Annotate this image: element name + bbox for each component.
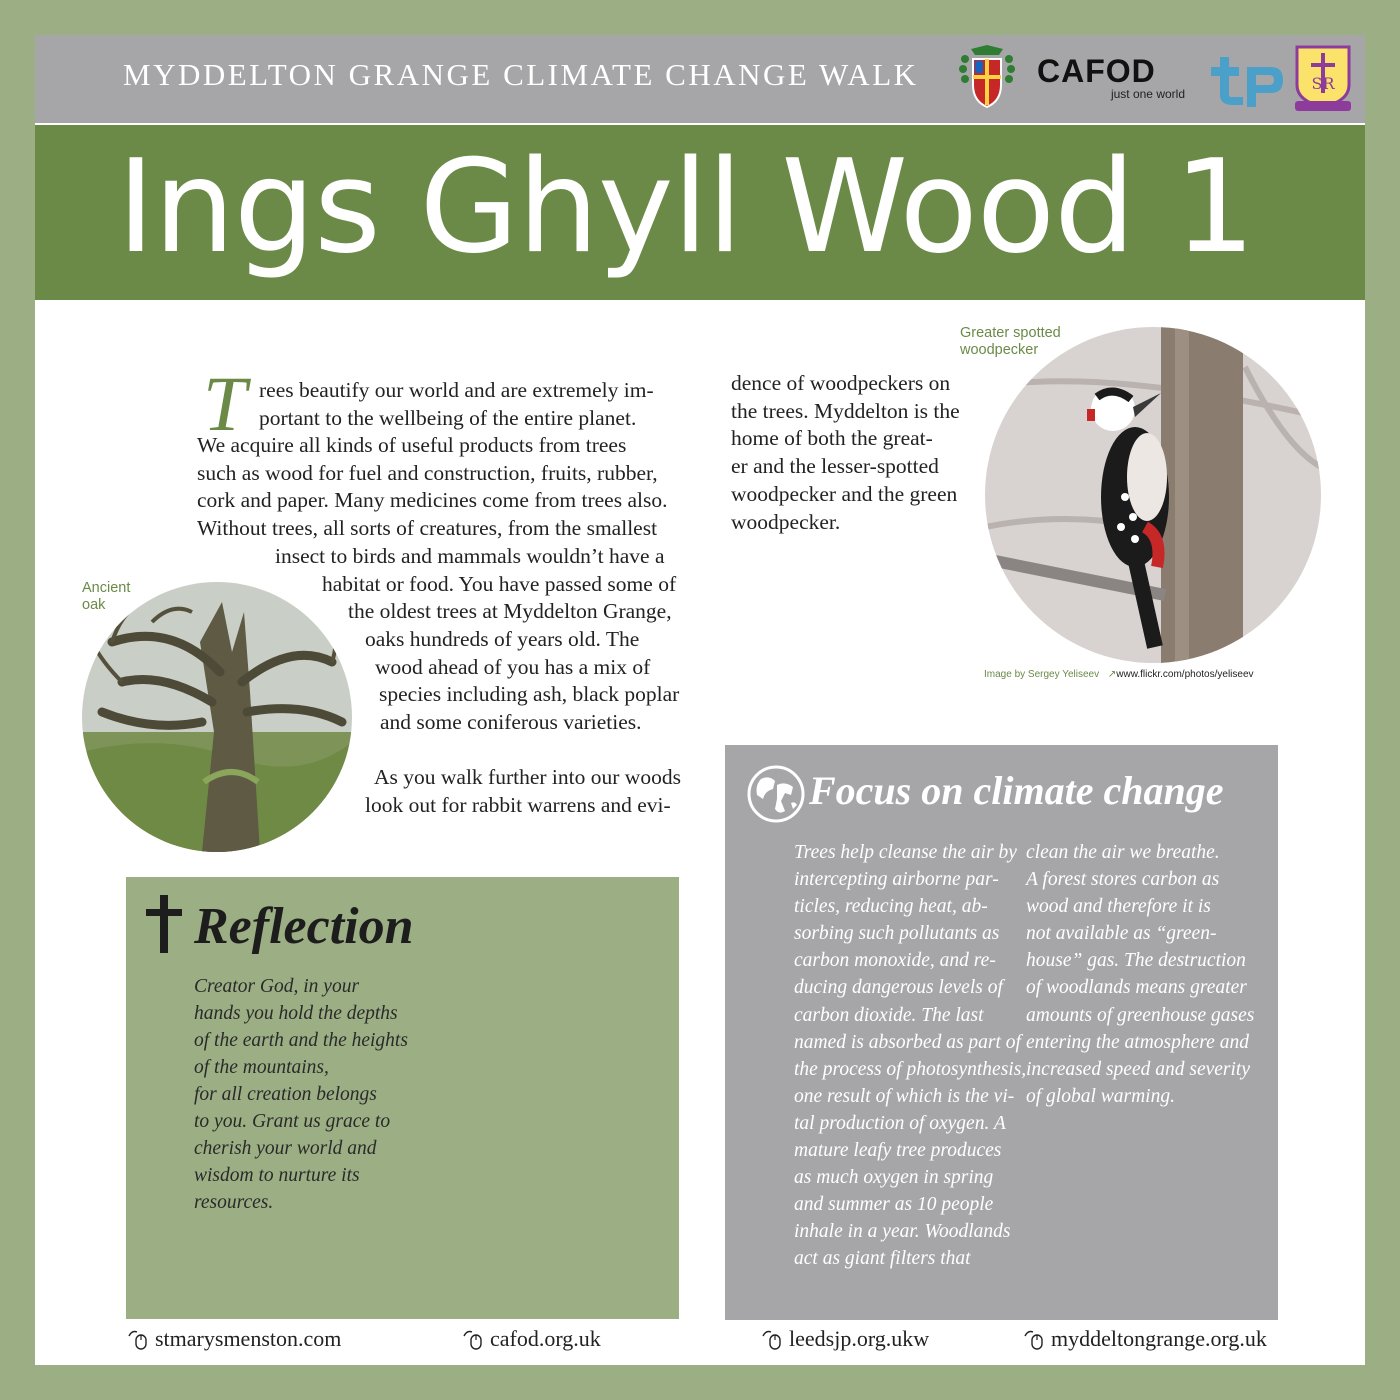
focus-line: as much oxygen in spring	[794, 1167, 994, 1189]
credit-url[interactable]: www.flickr.com/photos/yeliseev	[1116, 669, 1254, 680]
intro-continued	[731, 370, 960, 536]
focus-title: Focus on climate change	[809, 768, 1224, 813]
prayer-line: of the mountains,	[194, 1057, 329, 1078]
footer-link-cafod[interactable]	[462, 1319, 601, 1359]
school-shield-icon	[1293, 43, 1353, 113]
focus-line: intercepting airborne par-	[794, 869, 999, 891]
footer-link-text[interactable]: leedsjp.org.ukw	[789, 1326, 930, 1351]
intro-line: cork and paper. Many medicines come from trees also.	[197, 488, 668, 513]
intro-text-a	[259, 377, 654, 432]
intro-line: insect to birds and mammals wouldn’t have a	[275, 543, 665, 568]
reflection-box	[126, 877, 679, 1319]
credit-text: Image by Sergey Yeliseev	[984, 669, 1100, 680]
intro-line: portant to the wellbeing of the entire planet.	[259, 405, 637, 430]
link-icon: ↗	[1107, 669, 1117, 680]
cafod-wordmark: CAFOD	[1037, 53, 1156, 89]
jp-logo-icon	[1207, 53, 1287, 109]
focus-line: entering the atmosphere and	[1026, 1031, 1249, 1053]
climate-focus-box	[725, 745, 1278, 1320]
woodpecker-caption	[960, 325, 1061, 359]
focus-line: clean the air we breathe.	[1026, 842, 1220, 863]
cafod-tagline: just one world	[1110, 87, 1185, 101]
focus-line: inhale in a year. Woodlands	[794, 1221, 1011, 1243]
diocese-crest-icon	[957, 45, 1017, 111]
focus-line: not available as “green-	[1026, 923, 1217, 945]
cross-icon	[144, 895, 184, 953]
focus-line: Trees help cleanse the air by	[794, 842, 1017, 863]
intro-line: woodpecker and the green	[731, 481, 958, 506]
mouse-click-icon	[1023, 1328, 1045, 1350]
oak-caption-line: Ancient	[82, 580, 131, 596]
intro-line: er and the lesser-spotted	[731, 454, 939, 479]
photo-credit	[984, 669, 1254, 680]
focus-line: mature leafy tree produces	[794, 1140, 1002, 1162]
walk-title: MYDDELTON GRANGE CLIMATE CHANGE WALK	[123, 57, 919, 92]
focus-line: house” gas. The destruction	[1026, 950, 1246, 972]
intro-line: As you walk further into our woods	[374, 765, 681, 790]
focus-line: and summer as 10 people	[794, 1194, 994, 1216]
focus-line: the process of photosynthesis,	[794, 1058, 1027, 1080]
reflection-prayer	[194, 973, 408, 1216]
prayer-line: resources.	[194, 1192, 274, 1213]
cafod-logo	[1037, 55, 1195, 105]
focus-line: A forest stores carbon as	[1026, 869, 1220, 891]
prayer-line: cherish your world and	[194, 1138, 377, 1159]
focus-column-right	[1026, 839, 1254, 1110]
woodpecker-caption-line: Greater spotted	[960, 325, 1061, 341]
focus-line: of global warming.	[1026, 1085, 1175, 1107]
focus-line: amounts of greenhouse gases	[1026, 1004, 1255, 1026]
title-band	[35, 125, 1365, 300]
focus-line: carbon monoxide, and re-	[794, 950, 996, 972]
focus-line: tal production of oxygen. A	[794, 1112, 1006, 1134]
intro-line: Without trees, all sorts of creatures, from the smallest	[197, 516, 658, 541]
footer-link-text[interactable]: myddeltongrange.org.uk	[1051, 1326, 1267, 1351]
poster	[35, 35, 1365, 1365]
prayer-line: hands you hold the depths	[194, 1003, 398, 1024]
intro-line: home of both the great-	[731, 426, 933, 451]
reflection-title: Reflection	[194, 898, 414, 955]
intro-line: dence of woodpeckers on	[731, 371, 951, 395]
focus-line: wood and therefore it is	[1026, 896, 1211, 918]
intro-line: the trees. Myddelton is the	[731, 398, 960, 423]
focus-line: act as giant filters that	[794, 1248, 971, 1270]
prayer-line: wisdom to nurture its	[194, 1165, 360, 1186]
intro-line: and some coniferous varieties.	[380, 710, 642, 735]
focus-line: one result of which is the vi-	[794, 1085, 1015, 1107]
focus-line: carbon dioxide. The last	[794, 1004, 984, 1026]
page-title: Ings Ghyll Wood 1	[117, 133, 1255, 282]
focus-line: of woodlands means greater	[1026, 977, 1247, 999]
woodpecker-photo	[985, 327, 1321, 663]
globe-icon	[747, 765, 805, 823]
focus-line: sorbing such pollutants as	[794, 923, 1000, 945]
oak-caption-line: oak	[82, 597, 106, 613]
focus-line: ducing dangerous levels of	[794, 977, 1003, 999]
header-bar	[35, 35, 1365, 123]
intro-line: rees beautify our world and are extremely im-	[259, 378, 654, 402]
prayer-line: to you. Grant us grace to	[194, 1111, 391, 1132]
footer-link-leedsjp[interactable]	[761, 1319, 929, 1359]
svg-text:SR: SR	[1311, 74, 1335, 93]
intro-line: wood ahead of you has a mix of	[375, 654, 651, 679]
intro-line: oaks hundreds of years old. The	[365, 626, 640, 651]
focus-line: ticles, reducing heat, ab-	[794, 896, 988, 918]
focus-line: increased speed and severity	[1026, 1058, 1250, 1080]
prayer-line: for all creation belongs	[194, 1084, 377, 1105]
intro-line: species including ash, black poplar	[379, 682, 680, 707]
mouse-click-icon	[127, 1328, 149, 1350]
footer-link-text[interactable]: cafod.org.uk	[490, 1326, 601, 1351]
oak-caption	[82, 580, 130, 614]
mouse-click-icon	[761, 1328, 783, 1350]
prayer-line: Creator God, in your	[194, 976, 360, 997]
footer-link-text[interactable]: stmarysmenston.com	[155, 1326, 342, 1351]
focus-column-left	[794, 839, 1026, 1273]
prayer-line: of the earth and the heights	[194, 1030, 408, 1051]
focus-line: named is absorbed as part of	[794, 1031, 1021, 1053]
mouse-click-icon	[462, 1328, 484, 1350]
intro-line: woodpecker.	[731, 509, 841, 534]
footer-link-stmarys[interactable]	[127, 1319, 341, 1359]
woodpecker-caption-line: woodpecker	[960, 342, 1039, 358]
oak-photo	[82, 582, 352, 852]
intro-line: such as wood for fuel and construction, fruits, rubber,	[197, 460, 658, 485]
intro-line: habitat or food. You have passed some of	[322, 571, 677, 596]
drop-cap: T	[203, 360, 247, 447]
footer-link-myddelton[interactable]	[1023, 1319, 1267, 1359]
intro-line: the oldest trees at Myddelton Grange,	[348, 599, 672, 624]
intro-line: look out for rabbit warrens and evi-	[365, 793, 671, 818]
intro-line: We acquire all kinds of useful products from trees	[197, 433, 627, 457]
